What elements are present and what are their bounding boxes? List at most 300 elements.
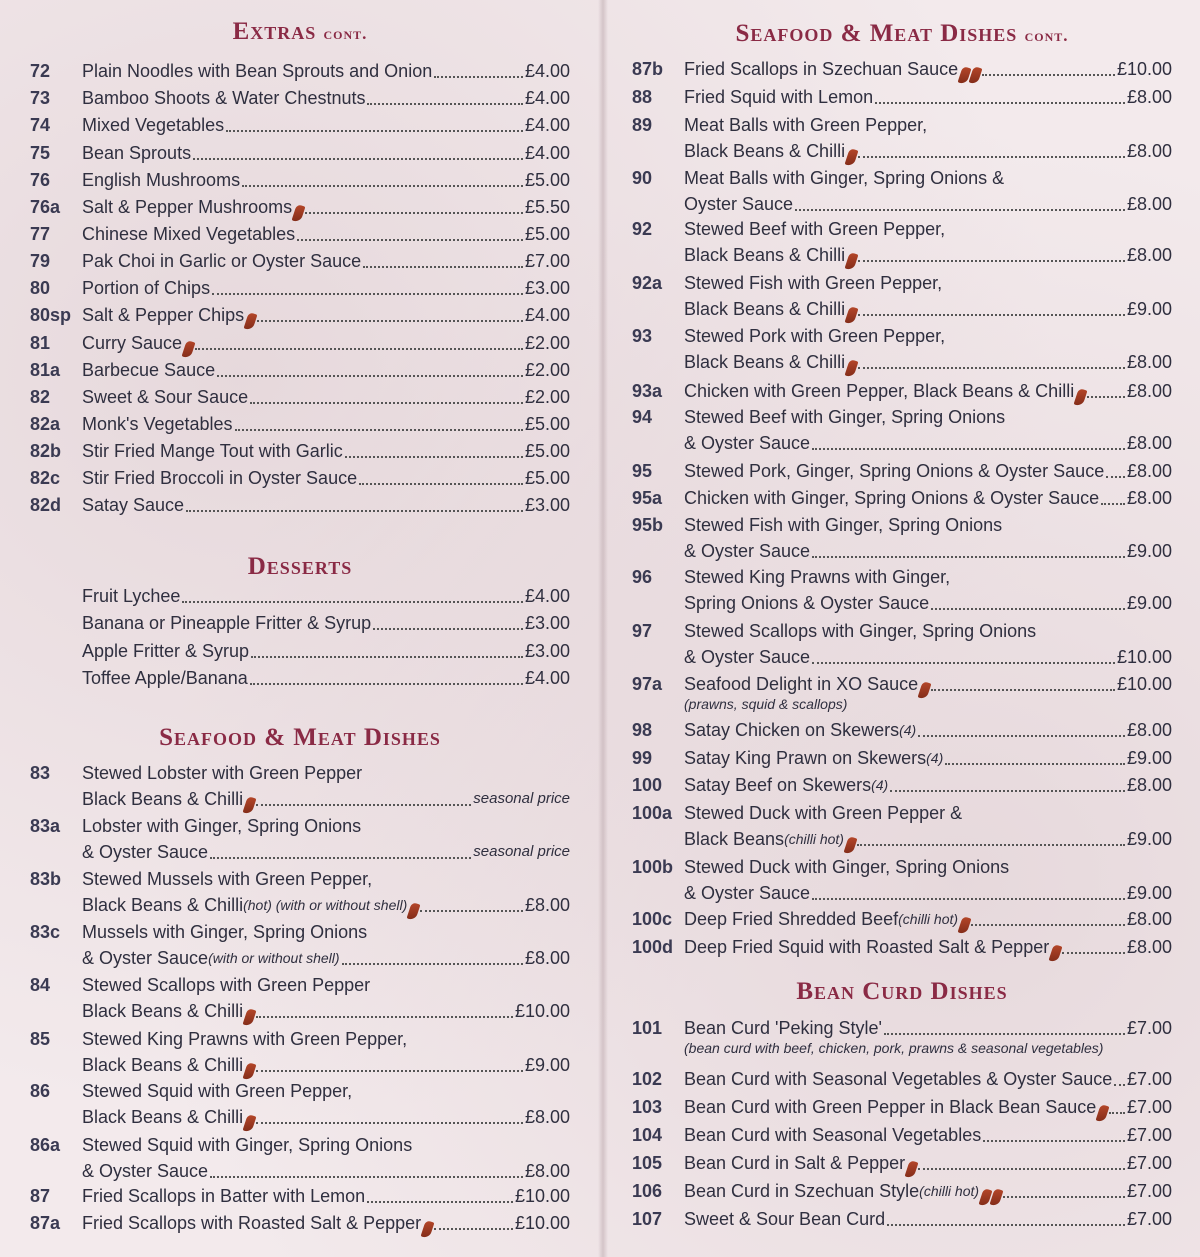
item-line bbox=[82, 112, 570, 138]
dot-leader bbox=[931, 608, 1125, 610]
item-number: 79 bbox=[30, 251, 51, 271]
item-name: Black Beans & Chilli bbox=[82, 1001, 244, 1021]
item-name: Lobster with Ginger, Spring Onions bbox=[82, 816, 362, 836]
dot-leader bbox=[210, 857, 471, 859]
item-price: £7.00 bbox=[1126, 1153, 1172, 1173]
dot-leader bbox=[182, 601, 523, 603]
item-number: 92a bbox=[632, 273, 663, 293]
item-line bbox=[684, 458, 1172, 484]
item-name: Fried Scallops in Batter with Lemon bbox=[82, 1186, 366, 1206]
dot-leader bbox=[297, 239, 523, 241]
extras-cont-title: Extras cont. bbox=[232, 18, 368, 45]
item-number: 77 bbox=[30, 224, 51, 244]
item-price: £8.00 bbox=[1126, 461, 1172, 481]
dot-leader bbox=[857, 844, 1125, 846]
item-name: Barbecue Sauce bbox=[82, 360, 216, 380]
item-name: Bean Curd with Seasonal Vegetables & Oyster Sauce bbox=[684, 1069, 1113, 1089]
item-line bbox=[82, 786, 570, 812]
item-name: Fried Scallops with Roasted Salt & Pepper bbox=[82, 1213, 422, 1233]
item-line bbox=[82, 839, 570, 865]
item-price: £8.00 bbox=[1126, 488, 1172, 508]
item-line bbox=[82, 638, 570, 664]
dot-leader bbox=[434, 76, 523, 78]
item-name: Salt & Pepper Mushrooms bbox=[82, 197, 293, 217]
item-price: £8.00 bbox=[1126, 381, 1172, 401]
item-line bbox=[82, 1026, 570, 1052]
item-line bbox=[684, 349, 1172, 375]
item-note: (chilli hot) bbox=[898, 911, 959, 927]
dot-leader bbox=[1062, 952, 1125, 954]
dot-leader bbox=[1109, 1112, 1125, 1114]
dot-leader bbox=[420, 910, 523, 912]
item-number: 85 bbox=[30, 1029, 51, 1049]
item-line bbox=[82, 998, 570, 1024]
item-name: Stewed Fish with Ginger, Spring Onions bbox=[684, 515, 1003, 535]
item-name: & Oyster Sauce bbox=[684, 883, 811, 903]
item-line bbox=[684, 772, 1172, 798]
dot-leader bbox=[212, 293, 523, 295]
item-number: 86a bbox=[30, 1135, 61, 1155]
item-number: 86 bbox=[30, 1081, 51, 1101]
item-line bbox=[82, 357, 570, 383]
item-name: Bean Sprouts bbox=[82, 143, 192, 163]
item-line bbox=[684, 1206, 1172, 1232]
item-name: Oyster Sauce bbox=[684, 194, 794, 214]
item-name: Fried Scallops in Szechuan Sauce bbox=[684, 59, 959, 79]
item-name: Black Beans & Chilli bbox=[82, 1055, 244, 1075]
item-price: £8.00 bbox=[1126, 245, 1172, 265]
item-name: Spring Onions & Oyster Sauce bbox=[684, 593, 930, 613]
item-number: 82b bbox=[30, 441, 62, 461]
item-line bbox=[82, 1158, 570, 1184]
dot-leader bbox=[251, 656, 523, 658]
item-price: £9.00 bbox=[1126, 883, 1172, 903]
item-name: Plain Noodles with Bean Sprouts and Onion bbox=[82, 61, 433, 81]
item-note: (chilli hot) bbox=[784, 831, 844, 847]
item-number: 107 bbox=[632, 1209, 663, 1229]
item-name: & Oyster Sauce bbox=[82, 842, 209, 862]
item-name: & Oyster Sauce bbox=[684, 433, 811, 453]
dot-leader bbox=[812, 556, 1125, 558]
item-price: £4.00 bbox=[524, 586, 570, 606]
dot-leader bbox=[795, 209, 1125, 211]
dot-leader bbox=[367, 103, 522, 105]
item-line bbox=[82, 1210, 570, 1236]
item-line bbox=[684, 745, 1172, 771]
item-name: Stir Fried Broccoli in Oyster Sauce bbox=[82, 468, 358, 488]
item-name: & Oyster Sauce bbox=[82, 948, 209, 968]
item-number: 73 bbox=[30, 88, 51, 108]
dot-leader bbox=[858, 314, 1125, 316]
item-name: Deep Fried Shredded Beef bbox=[684, 909, 899, 929]
chili-icon bbox=[918, 681, 932, 700]
item-price: £8.00 bbox=[1126, 141, 1172, 161]
item-note: (4) bbox=[871, 777, 889, 793]
bean-curd-title: Bean Curd Dishes bbox=[796, 978, 1008, 1005]
item-price: £5.00 bbox=[524, 170, 570, 190]
dot-leader bbox=[256, 804, 471, 806]
chili-icon bbox=[844, 836, 858, 855]
item-price: £7.00 bbox=[1126, 1209, 1172, 1229]
item-name: Meat Balls with Ginger, Spring Onions & bbox=[684, 168, 1005, 188]
item-line bbox=[82, 492, 570, 518]
item-number: 83c bbox=[30, 922, 61, 942]
item-name: Stewed Scallops with Green Pepper bbox=[82, 975, 371, 995]
dot-leader bbox=[363, 266, 523, 268]
item-name: Stewed Lobster with Green Pepper bbox=[82, 763, 363, 783]
item-note: (hot) (with or without shell) bbox=[243, 897, 408, 913]
item-line bbox=[684, 538, 1172, 564]
item-name: Deep Fried Squid with Roasted Salt & Pepper bbox=[684, 937, 1050, 957]
item-price: £9.00 bbox=[1126, 593, 1172, 613]
item-line bbox=[684, 1015, 1172, 1041]
dot-leader bbox=[858, 367, 1125, 369]
item-price: £8.00 bbox=[524, 1107, 570, 1127]
item-line bbox=[684, 671, 1172, 697]
dot-leader bbox=[1114, 1084, 1125, 1086]
item-name: English Mushrooms bbox=[82, 170, 241, 190]
item-number: 75 bbox=[30, 143, 51, 163]
item-number: 102 bbox=[632, 1069, 663, 1089]
item-name: Sweet & Sour Sauce bbox=[82, 387, 249, 407]
item-name: Stewed King Prawns with Ginger, bbox=[684, 567, 951, 587]
item-line bbox=[82, 438, 570, 464]
item-line bbox=[684, 1178, 1172, 1204]
item-number: 82c bbox=[30, 468, 61, 488]
item-price: £3.00 bbox=[524, 613, 570, 633]
dot-leader bbox=[812, 448, 1125, 450]
item-line bbox=[82, 411, 570, 437]
dot-leader bbox=[256, 1070, 523, 1072]
dot-leader bbox=[884, 1033, 1125, 1035]
dot-leader bbox=[217, 375, 523, 377]
item-line bbox=[82, 919, 570, 945]
item-line bbox=[82, 866, 570, 892]
item-price: £8.00 bbox=[1126, 352, 1172, 372]
item-price: £9.00 bbox=[1126, 541, 1172, 561]
dot-leader bbox=[195, 348, 523, 350]
chili-icon bbox=[1096, 1104, 1110, 1123]
item-number: 83b bbox=[30, 869, 62, 889]
item-price: £4.00 bbox=[524, 115, 570, 135]
chili-icon bbox=[244, 312, 258, 331]
item-name: Stewed King Prawns with Green Pepper, bbox=[82, 1029, 408, 1049]
dot-leader bbox=[931, 689, 1115, 691]
item-line bbox=[684, 84, 1172, 110]
item-note: (4) bbox=[926, 750, 944, 766]
item-line bbox=[684, 216, 1172, 242]
item-line bbox=[82, 140, 570, 166]
item-name: Black Beans & Chilli bbox=[684, 245, 846, 265]
item-number: 87a bbox=[30, 1213, 61, 1233]
item-price: £8.00 bbox=[1126, 87, 1172, 107]
item-price: £2.00 bbox=[524, 360, 570, 380]
item-line bbox=[684, 112, 1172, 138]
item-price: £5.00 bbox=[524, 468, 570, 488]
dot-leader bbox=[373, 628, 523, 630]
dot-leader bbox=[342, 963, 523, 965]
item-line bbox=[82, 813, 570, 839]
dot-leader bbox=[918, 1168, 1125, 1170]
item-number: 92 bbox=[632, 219, 653, 239]
dot-leader bbox=[256, 1016, 513, 1018]
item-name: Mussels with Ginger, Spring Onions bbox=[82, 922, 368, 942]
item-number: 100c bbox=[632, 909, 673, 929]
item-number: 104 bbox=[632, 1125, 663, 1145]
item-number: 82a bbox=[30, 414, 61, 434]
item-name: Apple Fritter & Syrup bbox=[82, 641, 250, 661]
item-price: £8.00 bbox=[1126, 909, 1172, 929]
item-name: Stewed Duck with Ginger, Spring Onions bbox=[684, 857, 1010, 877]
item-number: 99 bbox=[632, 748, 653, 768]
item-price: £9.00 bbox=[1126, 299, 1172, 319]
item-line bbox=[82, 1104, 570, 1130]
item-number: 97 bbox=[632, 621, 653, 641]
item-name: Mixed Vegetables bbox=[82, 115, 225, 135]
item-number: 105 bbox=[632, 1153, 663, 1173]
item-name: Toffee Apple/Banana bbox=[82, 668, 248, 688]
dot-leader bbox=[918, 735, 1125, 737]
item-price: £10.00 bbox=[1116, 674, 1172, 694]
item-number: 76a bbox=[30, 197, 61, 217]
item-name: Satay Sauce bbox=[82, 495, 185, 515]
item-line bbox=[684, 242, 1172, 268]
chili-icon bbox=[421, 1220, 435, 1239]
seafood-meat-cont-title: Seafood & Meat Dishes cont. bbox=[735, 20, 1069, 47]
item-name: Pak Choi in Garlic or Oyster Sauce bbox=[82, 251, 362, 271]
item-line bbox=[684, 323, 1172, 349]
item-number: 76 bbox=[30, 170, 51, 190]
item-name: Stewed Scallops with Ginger, Spring Onions bbox=[684, 621, 1037, 641]
item-name: Satay Chicken on Skewers bbox=[684, 720, 900, 740]
item-name: Chinese Mixed Vegetables bbox=[82, 224, 296, 244]
item-name: Stewed Mussels with Green Pepper, bbox=[82, 869, 373, 889]
dot-leader bbox=[250, 683, 523, 685]
dot-leader bbox=[186, 510, 523, 512]
item-name: Black Beans & Chilli bbox=[82, 1107, 244, 1127]
dot-leader bbox=[193, 158, 523, 160]
dot-leader bbox=[367, 1201, 513, 1203]
item-name: Seafood Delight in XO Sauce bbox=[684, 674, 919, 694]
item-name: Stewed Pork, Ginger, Spring Onions & Oyster Sauce bbox=[684, 461, 1105, 481]
dot-leader bbox=[971, 924, 1125, 926]
item-note: (with or without shell) bbox=[208, 950, 340, 966]
item-line bbox=[684, 906, 1172, 932]
dot-leader bbox=[256, 1122, 523, 1124]
item-price: £8.00 bbox=[524, 895, 570, 915]
item-price: £4.00 bbox=[524, 61, 570, 81]
item-number: 81a bbox=[30, 360, 61, 380]
item-line bbox=[684, 138, 1172, 164]
dot-leader bbox=[887, 1224, 1125, 1226]
item-price: £3.00 bbox=[524, 278, 570, 298]
item-number: 93 bbox=[632, 326, 653, 346]
item-name: Meat Balls with Green Pepper, bbox=[684, 115, 928, 135]
item-name: Black Beans & Chilli bbox=[82, 789, 244, 809]
item-name: Stewed Beef with Green Pepper, bbox=[684, 219, 946, 239]
item-price: £9.00 bbox=[524, 1055, 570, 1075]
chili-icon bbox=[243, 1008, 257, 1027]
item-number: 81 bbox=[30, 333, 51, 353]
item-name: Fruit Lychee bbox=[82, 586, 181, 606]
item-line bbox=[684, 191, 1172, 217]
item-name: Curry Sauce bbox=[82, 333, 183, 353]
item-name: Black Beans & Chilli bbox=[684, 352, 846, 372]
item-line bbox=[82, 972, 570, 998]
item-price: £7.00 bbox=[1126, 1125, 1172, 1145]
item-number: 87 bbox=[30, 1186, 51, 1206]
item-line bbox=[684, 1094, 1172, 1120]
item-name: Bamboo Shoots & Water Chestnuts bbox=[82, 88, 366, 108]
item-name: & Oyster Sauce bbox=[684, 647, 811, 667]
item-line bbox=[684, 1150, 1172, 1176]
item-price: £10.00 bbox=[1116, 647, 1172, 667]
item-name: Stir Fried Mange Tout with Garlic bbox=[82, 441, 343, 461]
item-price: £7.00 bbox=[1126, 1069, 1172, 1089]
dot-leader bbox=[1101, 503, 1125, 505]
item-number: 96 bbox=[632, 567, 653, 587]
dot-leader bbox=[226, 130, 523, 132]
dot-leader bbox=[983, 1140, 1125, 1142]
item-price: £7.00 bbox=[524, 251, 570, 271]
item-number: 94 bbox=[632, 407, 653, 427]
item-number: 95b bbox=[632, 515, 664, 535]
dot-leader bbox=[257, 320, 523, 322]
item-name: Stewed Squid with Ginger, Spring Onions bbox=[82, 1135, 413, 1155]
item-name: Banana or Pineapple Fritter & Syrup bbox=[82, 613, 372, 633]
item-line bbox=[82, 945, 570, 971]
item-line bbox=[684, 800, 1172, 826]
dot-leader bbox=[1003, 1196, 1125, 1198]
item-line bbox=[82, 1078, 570, 1104]
item-name: & Oyster Sauce bbox=[82, 1161, 209, 1181]
item-number: 90 bbox=[632, 168, 653, 188]
item-line bbox=[684, 404, 1172, 430]
item-name: Black Beans & Chilli bbox=[82, 895, 244, 915]
item-name: Black Beans & Chilli bbox=[684, 299, 846, 319]
item-number: 95a bbox=[632, 488, 663, 508]
item-name: & Oyster Sauce bbox=[684, 541, 811, 561]
item-line bbox=[684, 485, 1172, 511]
item-name: Bean Curd 'Peking Style' bbox=[684, 1018, 882, 1038]
item-line bbox=[82, 167, 570, 193]
dot-leader bbox=[875, 102, 1125, 104]
chili-icon bbox=[1049, 944, 1063, 963]
item-line bbox=[684, 644, 1172, 670]
item-price: £5.50 bbox=[524, 197, 570, 217]
item-number: 101 bbox=[632, 1018, 663, 1038]
item-price: £9.00 bbox=[1126, 829, 1172, 849]
item-number: 97a bbox=[632, 674, 663, 694]
item-price: £2.00 bbox=[524, 333, 570, 353]
item-line bbox=[684, 1066, 1172, 1092]
item-number: 84 bbox=[30, 975, 51, 995]
item-price: seasonal price bbox=[473, 843, 570, 860]
item-line bbox=[684, 296, 1172, 322]
item-line bbox=[82, 85, 570, 111]
item-price: £3.00 bbox=[524, 641, 570, 661]
dot-leader bbox=[982, 74, 1115, 76]
item-price: £5.00 bbox=[524, 441, 570, 461]
item-line bbox=[82, 665, 570, 691]
dot-leader bbox=[812, 898, 1125, 900]
item-name: Stewed Fish with Green Pepper, bbox=[684, 273, 943, 293]
item-subnote: (prawns, squid & scallops) bbox=[684, 696, 848, 712]
item-number: 74 bbox=[30, 115, 51, 135]
dot-leader bbox=[359, 483, 523, 485]
item-number: 93a bbox=[632, 381, 663, 401]
item-number: 80 bbox=[30, 278, 51, 298]
item-name: Portion of Chips bbox=[82, 278, 211, 298]
item-name: Satay King Prawn on Skewers bbox=[684, 748, 927, 768]
item-name: Bean Curd with Green Pepper in Black Bean Sauce bbox=[684, 1097, 1097, 1117]
item-number: 95 bbox=[632, 461, 653, 481]
item-price: £8.00 bbox=[1126, 937, 1172, 957]
item-number: 88 bbox=[632, 87, 653, 107]
item-name: Stewed Squid with Green Pepper, bbox=[82, 1081, 353, 1101]
item-name: Stewed Beef with Ginger, Spring Onions bbox=[684, 407, 1006, 427]
dot-leader bbox=[812, 662, 1115, 664]
dot-leader bbox=[305, 212, 523, 214]
desserts-title: Desserts bbox=[247, 553, 353, 580]
item-number: 100 bbox=[632, 775, 663, 795]
item-number: 72 bbox=[30, 61, 51, 81]
item-number: 100d bbox=[632, 937, 674, 957]
item-number: 100b bbox=[632, 857, 674, 877]
item-price: £7.00 bbox=[1126, 1097, 1172, 1117]
item-line bbox=[684, 378, 1172, 404]
item-line bbox=[684, 56, 1172, 82]
item-name: Chicken with Ginger, Spring Onions & Oyster Sauce bbox=[684, 488, 1100, 508]
item-price: £8.00 bbox=[1126, 194, 1172, 214]
item-price: £10.00 bbox=[514, 1213, 570, 1233]
item-price: £9.00 bbox=[1126, 748, 1172, 768]
dot-leader bbox=[210, 1176, 523, 1178]
item-line bbox=[82, 194, 570, 220]
dot-leader bbox=[235, 429, 523, 431]
item-line bbox=[82, 1052, 570, 1078]
dot-leader bbox=[434, 1228, 513, 1230]
chili-icon bbox=[243, 1114, 257, 1133]
item-name: Black Beans bbox=[684, 829, 785, 849]
item-number: 82 bbox=[30, 387, 51, 407]
dot-leader bbox=[242, 185, 523, 187]
item-line bbox=[82, 221, 570, 247]
item-price: £4.00 bbox=[524, 305, 570, 325]
item-price: £10.00 bbox=[514, 1186, 570, 1206]
item-name: Monk's Vegetables bbox=[82, 414, 233, 434]
item-name: Sweet & Sour Bean Curd bbox=[684, 1209, 886, 1229]
dot-leader bbox=[890, 790, 1125, 792]
item-price: £7.00 bbox=[1126, 1181, 1172, 1201]
item-name: Fried Squid with Lemon bbox=[684, 87, 874, 107]
item-note: (chilli hot) bbox=[919, 1183, 980, 1199]
item-line bbox=[684, 934, 1172, 960]
item-line bbox=[82, 1183, 570, 1209]
item-price: £3.00 bbox=[524, 495, 570, 515]
dot-leader bbox=[345, 456, 523, 458]
item-line bbox=[684, 270, 1172, 296]
chili-icon bbox=[845, 359, 859, 378]
item-price: £2.00 bbox=[524, 387, 570, 407]
dot-leader bbox=[1106, 476, 1125, 478]
item-line bbox=[684, 512, 1172, 538]
item-name: Black Beans & Chilli bbox=[684, 141, 846, 161]
chili-icon bbox=[905, 1160, 919, 1179]
item-line bbox=[82, 248, 570, 274]
item-name: Stewed Pork with Green Pepper, bbox=[684, 326, 946, 346]
item-line bbox=[82, 610, 570, 636]
